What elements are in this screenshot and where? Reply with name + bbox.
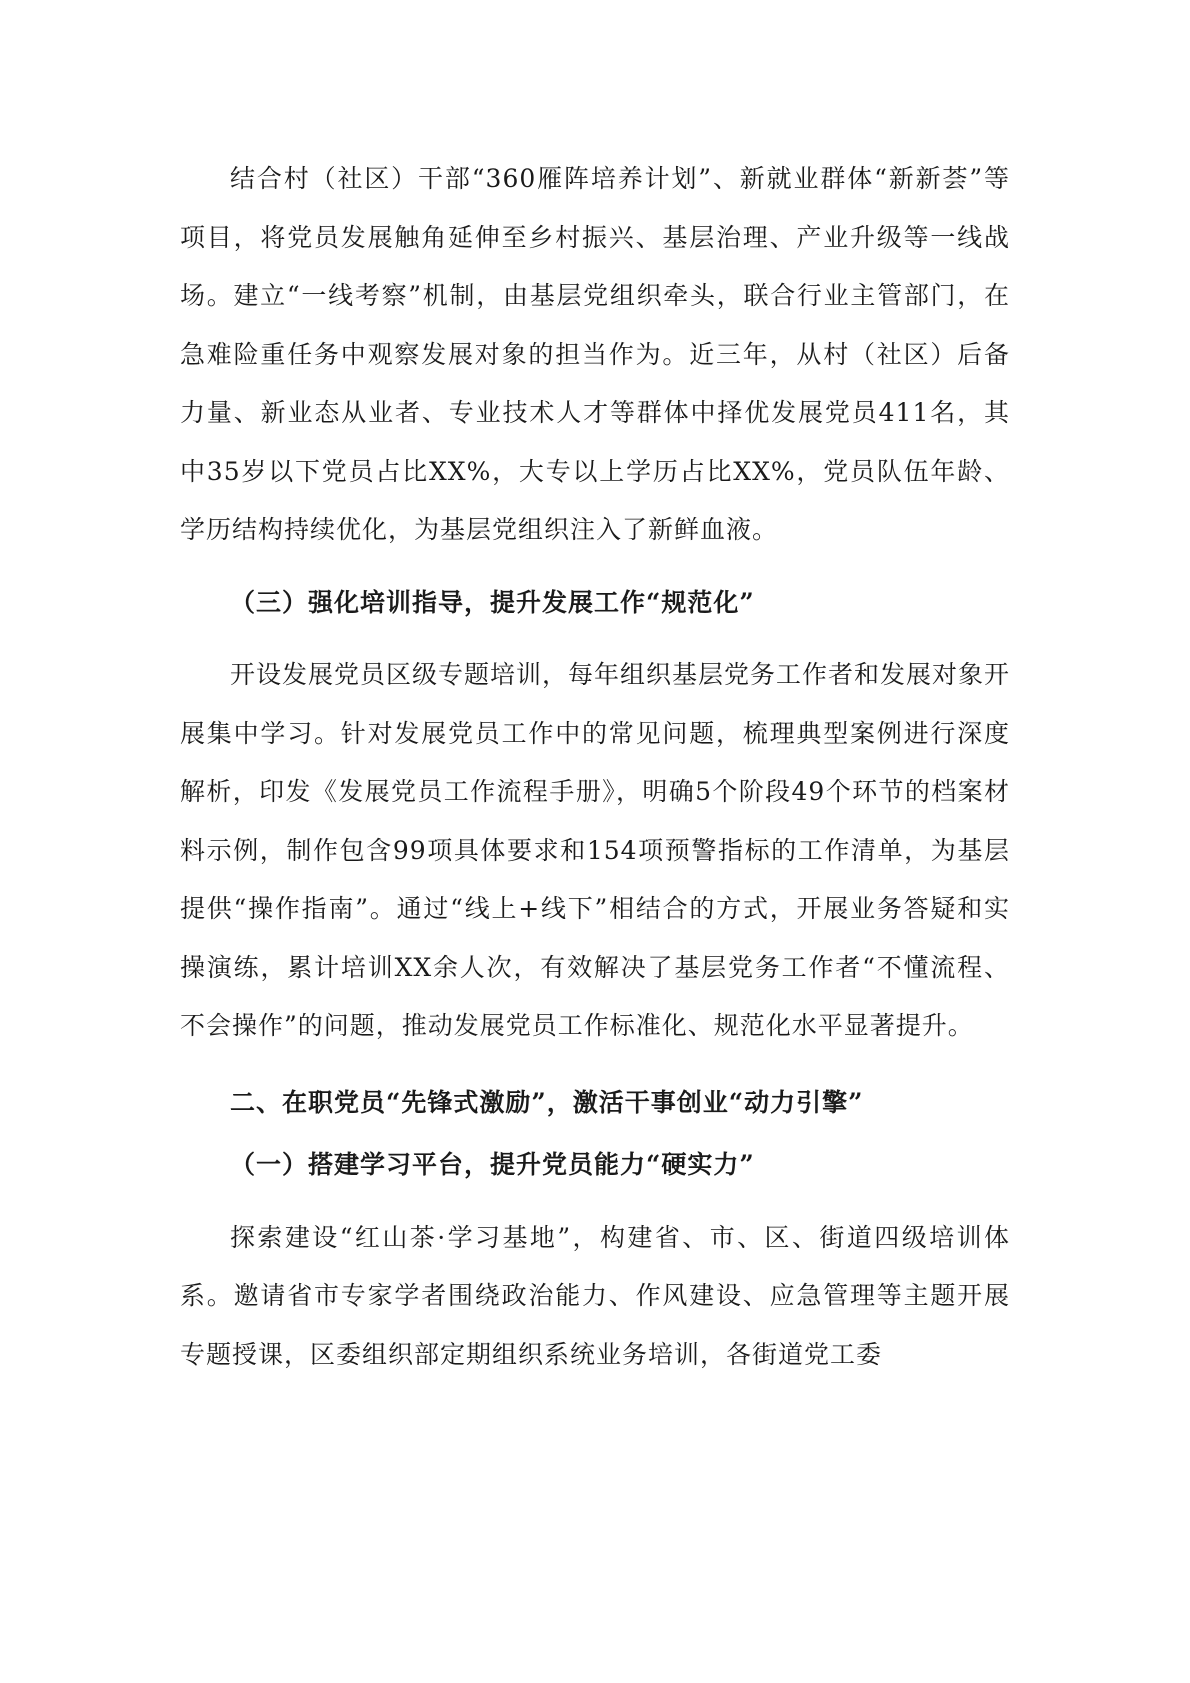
chapter-heading-incentive: 二、在职党员“先锋式激励”，激活干事创业“动力引擎”: [230, 1087, 864, 1117]
section-heading-training: （三）强化培训指导，提升发展工作“规范化”: [230, 587, 755, 617]
body-paragraph-learning-base: 探索建设“红山茶·学习基地”，构建省、市、区、街道四级培训体系。邀请省市专家学者围绕政治能力、作风建设、应急管理等主题开展专题授课，区委组织部定期组织系统业务培训，各街道党工委: [180, 1222, 1010, 1369]
body-paragraph-recruitment: 结合村（社区）干部“360雁阵培养计划”、新就业群体“新新荟”等项目，将党员发展触角延伸至乡村振兴、基层治理、产业升级等一线战场。建立“一线考察”机制，由基层党组织牵头，联合行业主管部门，在急难险重任务中观察发展对象的担当作为。近三年，从村（社区）后备力量、新业态从业者、专业技术人才等群体中择优发展党员411名，其中35岁以下党员占比XX%，大专以上学历占比XX%，党员队伍年龄、学历结构持续优化，为基层党组织注入了新鲜血液。: [180, 164, 1010, 544]
section-heading-learning-platform: （一）搭建学习平台，提升党员能力“硬实力”: [230, 1150, 755, 1179]
document-body: [180, 150, 1010, 1384]
body-paragraph-training: 开设发展党员区级专题培训，每年组织基层党务工作者和发展对象开展集中学习。针对发展党员工作中的常见问题，梳理典型案例进行深度解析，印发《发展党员工作流程手册》，明确5个阶段49个环节的档案材料示例，制作包含99项具体要求和154项预警指标的工作清单，为基层提供“操作指南”。通过“线上+线下”相结合的方式，开展业务答疑和实操演练，累计培训XX余人次，有效解决了基层党务工作者“不懂流程、不会操作”的问题，推动发展党员工作标准化、规范化水平显著提升。: [180, 660, 1011, 1040]
